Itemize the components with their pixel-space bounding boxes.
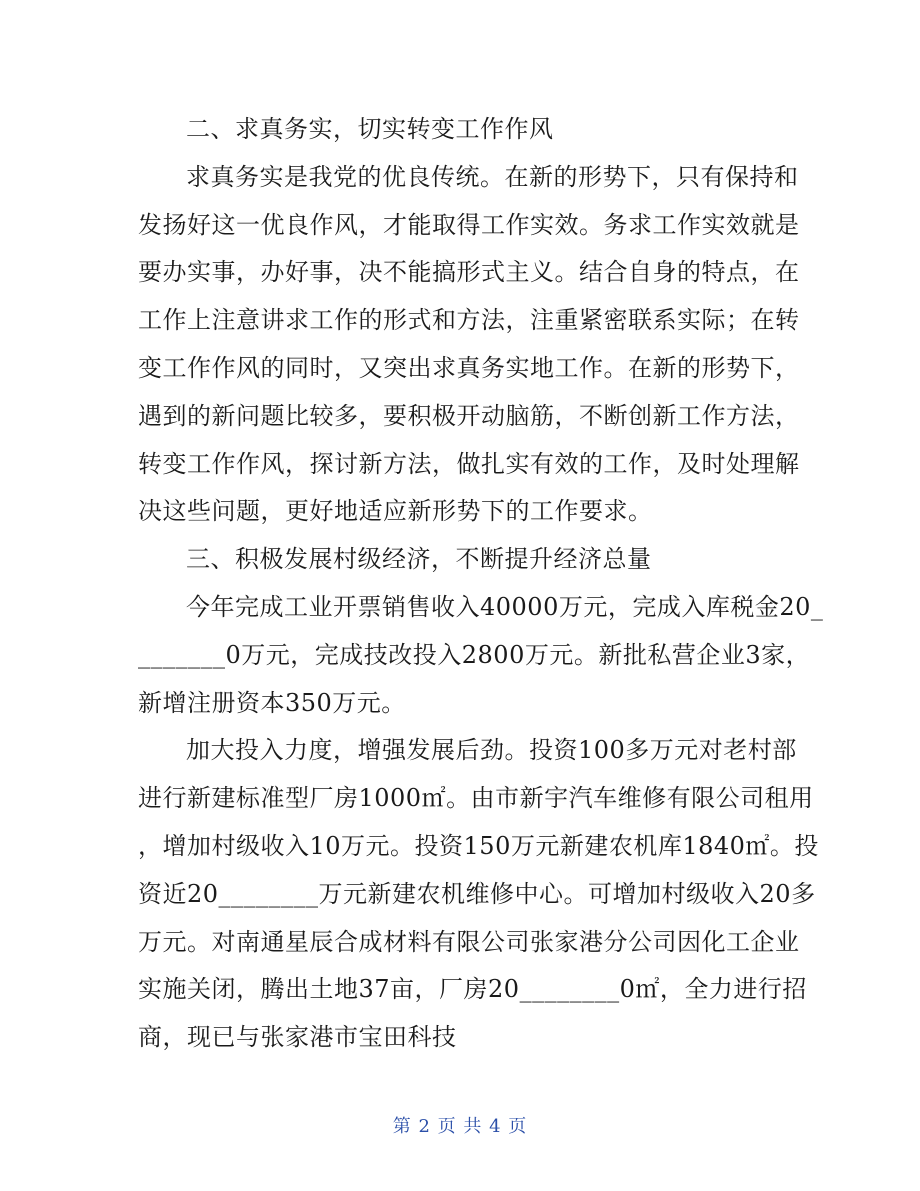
heading-text: 二、求真务实，切实转变工作作风 [186,115,554,143]
paragraph-line: 进行新建标准型厂房1000㎡。由市新宇汽车维修有限公司租用 [138,784,814,813]
paragraph-line: 新增注册资本350万元。 [138,688,406,717]
section-3-paragraph-2 [138,727,819,1062]
section-2-paragraph [138,154,800,536]
paragraph-line: 变工作作风的同时，又突出求真务实地工作。在新的形势下， [138,353,800,382]
paragraph-line: 求真务实是我党的优良传统。在新的形势下，只有保持和 [186,162,799,191]
paragraph-line: 实施关闭，腾出土地37亩，厂房20________0㎡，全力进行招 [138,975,807,1004]
paragraph-line: 今年完成工业开票销售收入40000万元，完成入库税金20_ [186,592,824,621]
section-heading-3 [138,536,788,584]
paragraph-line: 遇到的新问题比较多，要积极开动脑筋，不断创新工作方法， [138,401,800,430]
page-number-footer: 第 2 页 共 4 页 [392,1116,528,1137]
document-body [138,106,824,1062]
paragraph-line: 发扬好这一优良作风，才能取得工作实效。务求工作实效就是 [138,210,800,239]
paragraph-line: _______0万元，完成技改投入2800万元。新批私营企业3家， [138,640,811,669]
paragraph-line: 转变工作作风，探讨新方法，做扎实有效的工作，及时处理解 [138,449,800,478]
section-heading-2 [138,106,788,154]
paragraph-line: 工作上注意讲求工作的形式和方法，注重紧密联系实际；在转 [138,306,800,335]
paragraph-line: ，增加村级收入10万元。投资150万元新建农机库1840㎡。投 [138,831,819,860]
paragraph-line: 万元。对南通星辰合成材料有限公司张家港分公司因化工企业 [138,927,800,956]
paragraph-line: 决这些问题，更好地适应新形势下的工作要求。 [138,497,653,526]
heading-text: 三、积极发展村级经济，不断提升经济总量 [186,545,652,574]
paragraph-line: 资近20________万元新建农机维修中心。可增加村级收入20多 [138,879,816,908]
paragraph-line: 加大投入力度，增强发展后劲。投资100多万元对老村部 [186,736,797,765]
paragraph-line: 商，现已与张家港市宝田科技 [138,1023,457,1052]
paragraph-line: 要办实事，办好事，决不能搞形式主义。结合自身的特点，在 [138,258,800,287]
section-3-paragraph-1 [138,584,824,727]
